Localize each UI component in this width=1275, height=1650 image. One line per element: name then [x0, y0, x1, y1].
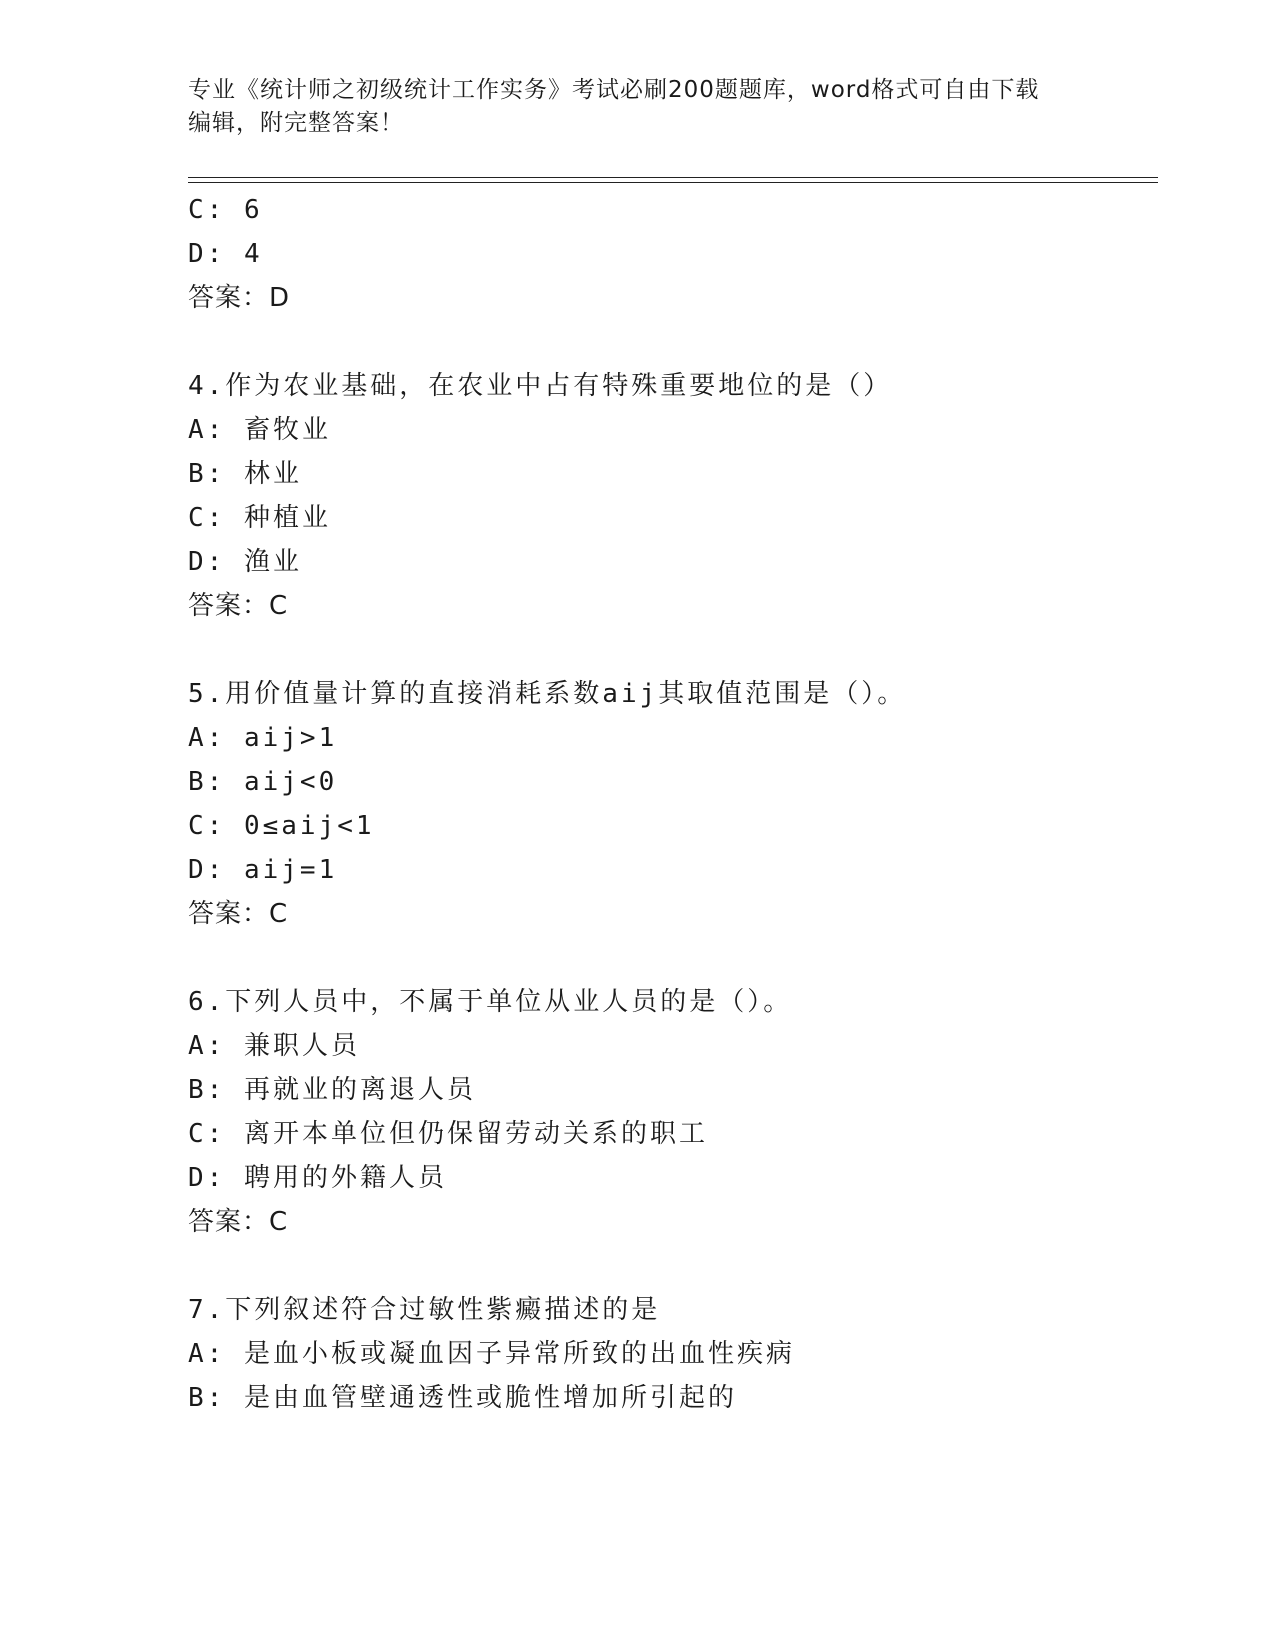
option-a: A: 是血小板或凝血因子异常所致的出血性疾病: [188, 1339, 795, 1369]
answer-line: 答案：C: [188, 591, 289, 621]
option-c: C: 离开本单位但仍保留劳动关系的职工: [188, 1119, 708, 1149]
option-d: D: 聘用的外籍人员: [188, 1163, 447, 1193]
option-c: C: 种植业: [188, 503, 331, 533]
option-a: A: aij>1: [188, 723, 338, 753]
option-b: B: 林业: [188, 459, 302, 489]
option-d: D: aij=1: [188, 855, 338, 885]
option-b: B: 是由血管壁通透性或脆性增加所引起的: [188, 1383, 737, 1413]
header-line-1: 专业《统计师之初级统计工作实务》考试必刷200题题库，word格式可自由下载: [188, 77, 1040, 103]
question-stem: 5.用价值量计算的直接消耗系数aij其取值范围是（）。: [188, 679, 907, 709]
option-b: B: 再就业的离退人员: [188, 1075, 476, 1105]
question-stem: 6.下列人员中，不属于单位从业人员的是（）。: [188, 987, 793, 1017]
answer-line: 答案：C: [188, 899, 289, 929]
header-divider-bottom: [188, 182, 1158, 183]
option-b: B: aij<0: [188, 767, 338, 797]
header-line-2: 编辑，附完整答案！: [188, 110, 404, 136]
document-header: [188, 74, 1088, 140]
option-a: A: 畜牧业: [188, 415, 331, 445]
answer-line: 答案：C: [188, 1207, 289, 1237]
header-divider-top: [188, 177, 1158, 178]
answer-line: 答案：D: [188, 283, 291, 313]
option-c: C: 6: [188, 195, 263, 225]
option-d: D: 渔业: [188, 547, 302, 577]
option-d: D: 4: [188, 239, 263, 269]
question-stem: 4.作为农业基础，在农业中占有特殊重要地位的是（）: [188, 371, 893, 401]
option-a: A: 兼职人员: [188, 1031, 360, 1061]
option-c: C: 0≤aij<1: [188, 811, 375, 841]
question-stem: 7.下列叙述符合过敏性紫癜描述的是: [188, 1295, 661, 1325]
